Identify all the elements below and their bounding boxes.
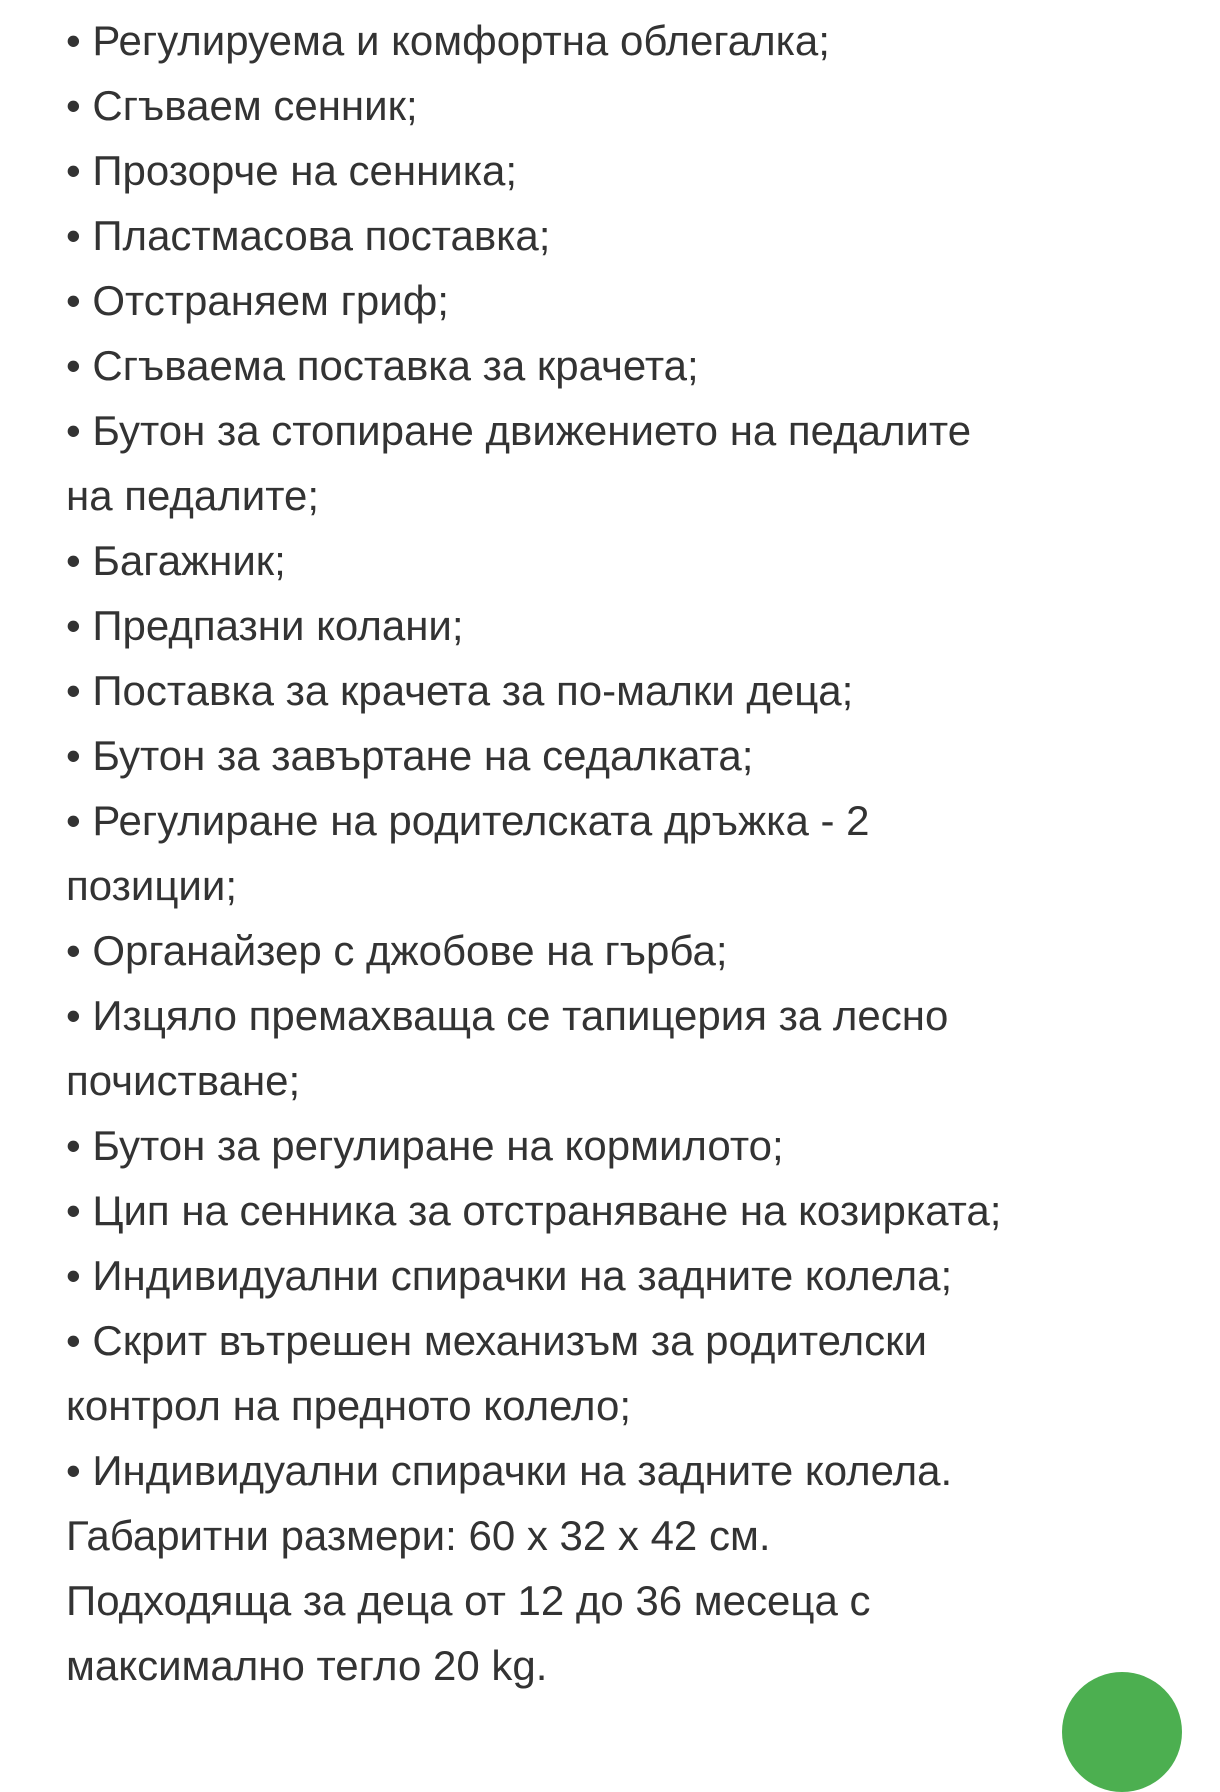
feature-line-continuation: позиции; (66, 862, 237, 909)
feature-line: • Бутон за стопиране движението на педалите (66, 407, 972, 454)
feature-line: • Сгъваема поставка за крачета; (66, 342, 699, 389)
feature-line: • Изцяло премахваща се тапицерия за лесно (66, 992, 949, 1039)
feature-line: • Бутон за регулиране на кормилото; (66, 1122, 784, 1169)
feature-line: • Предпазни колани; (66, 602, 464, 649)
product-description (66, 8, 1186, 1698)
feature-line: • Скрит вътрешен механизъм за родителски (66, 1317, 927, 1364)
feature-line: • Прозорче на сенника; (66, 147, 518, 194)
feature-line: • Багажник; (66, 537, 286, 584)
feature-line-continuation: контрол на предното колело; (66, 1382, 632, 1429)
dimensions-text: Габаритни размери: 60 x 32 x 42 см. (66, 1512, 771, 1559)
feature-line: • Регулиране на родителската дръжка - 2 (66, 797, 870, 844)
feature-line: • Сгъваем сенник; (66, 82, 418, 129)
feature-line: • Пластмасова поставка; (66, 212, 551, 259)
floating-action-button[interactable] (1062, 1672, 1182, 1792)
feature-line: • Поставка за крачета за по-малки деца; (66, 667, 854, 714)
max-weight-text: максимално тегло 20 kg. (66, 1642, 548, 1689)
age-suitability-text: Подходяща за деца от 12 до 36 месеца с (66, 1577, 871, 1624)
feature-line-continuation: на педалите; (66, 472, 320, 519)
feature-line: • Отстраняем гриф; (66, 277, 449, 324)
feature-line: • Цип на сенника за отстраняване на козирката; (66, 1187, 1002, 1234)
feature-line: • Бутон за завъртане на седалката; (66, 732, 754, 779)
feature-line-continuation: почистване; (66, 1057, 301, 1104)
feature-line: • Индивидуални спирачки на задните колела; (66, 1252, 953, 1299)
feature-line: • Органайзер с джобове на гърба; (66, 927, 728, 974)
feature-line: • Индивидуални спирачки на задните колела. (66, 1447, 953, 1494)
feature-line: • Регулируема и комфортна облегалка; (66, 17, 830, 64)
